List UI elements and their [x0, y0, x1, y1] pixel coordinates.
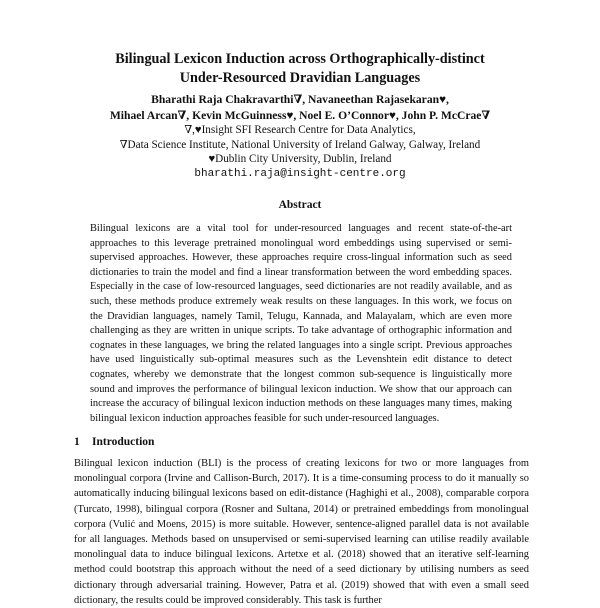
affiliation-line-2: ∇Data Science Institute, National University of Ireland Galway, Galway, Ireland: [119, 138, 481, 151]
affiliation-line-1: ∇,♥Insight SFI Research Centre for Data Analytics,: [184, 124, 416, 136]
introduction-text: Bilingual lexicon induction (BLI) is the process of creating lexicons for two or more languages from monolingual corpora (Irvine and Callison-Burch, 2017). It is a time-consuming process to do it manually so automatically inducing bilingual lexicons based on edit-distance (Haghighi et al., 2008), comparable corpora (Turcato, 1998), bilingual corpora (Rosner and Sultana, 2014) or pretrained embeddings from monolingual corpora (Vulić and Moens, 2015) is more suitable. However, sentence-aligned parallel data is not available for all languages. Methods based on unsupervised or semi-supervised learning can utilise readily available monolingual data to induce bilingual lexicons. Artetxe et al. (2018) showed that an iterative self-learning method could bootstrap this approach without the need of a seed dictionary by utilising numbers as seed dictionary through adversarial training. However, Patra et al. (2019) showed that with even a small seed dictionary, the results could be improved considerably. This task is further: [74, 458, 529, 606]
abstract-text: Bilingual lexicons are a vital tool for under-resourced languages and recent state-of-the-art approaches to this leverage pretrained monolingual word embeddings using supervised or semi-supervised approaches. However, these approaches require cross-lingual information such as seed dictionaries to train the model and find a linear transformation between the word embedding spaces. Especially in the case of low-resourced languages, seed dictionaries are not readily available, and as such, these methods produce extremely weak results on these languages. In this work, we focus on the Dravidian languages, namely Tamil, Telugu, Kannada, and Malayalam, which are even more challenging as they are written in unique scripts. To take advantage of orthographic information and cognates in these languages, we bring the related languages into a single script. Previous approaches have used linguistically sub-optimal measures such as the Levenshtein edit distance to detect cognates, whereby we demonstrate that the longest common sub-sequence is linguistically more sound and improves the performance of bilingual lexicon induction. We show that our approach can increase the accuracy of bilingual lexicon induction methods on these languages many times, making bilingual lexicon induction approaches feasible for such under-resourced languages.: [90, 223, 512, 424]
title-line-2: Under-Resourced Dravidian Languages: [179, 70, 421, 86]
author-list: [0, 92, 600, 123]
abstract-heading: Abstract: [278, 199, 322, 211]
section-title: Introduction: [92, 436, 155, 448]
authors-line-1: Bharathi Raja Chakravarthi∇, Navaneethan Rajasekaran♥,: [151, 93, 449, 106]
section-heading-introduction: [74, 436, 154, 448]
author-email: bharathi.raja@insight-centre.org: [194, 167, 406, 180]
section-number: 1: [74, 436, 80, 448]
affiliations: [0, 123, 600, 181]
affiliation-line-3: ♥Dublin City University, Dublin, Ireland: [208, 153, 392, 165]
title-line-1: Bilingual Lexicon Induction across Orthographically-distinct: [115, 51, 485, 67]
authors-line-2: Mihael Arcan∇, Kevin McGuinness♥, Noel E. O’Connor♥, John P. McCrae∇: [109, 108, 491, 122]
paper-title: [0, 50, 600, 88]
